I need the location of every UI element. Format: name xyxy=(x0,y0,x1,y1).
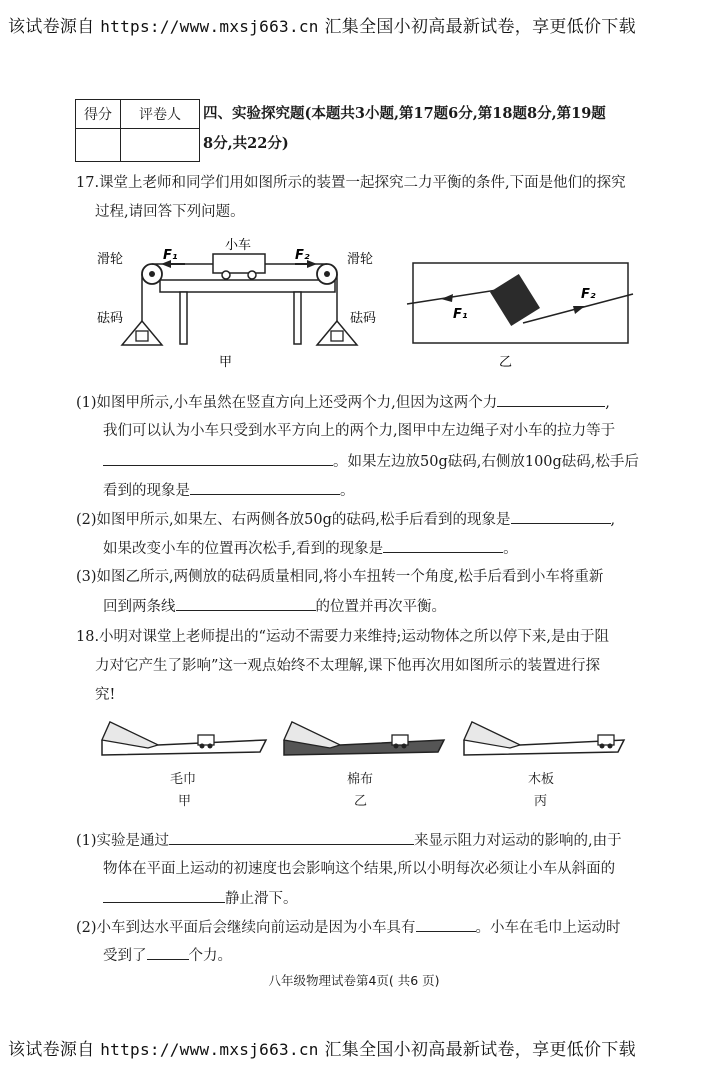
score-table xyxy=(75,99,200,162)
q17-part1-line2: 我们可以认为小车只受到水平方向上的两个力,图甲中左边绳子对小车的拉力等于 xyxy=(103,423,616,439)
answer-blank-17-1a[interactable] xyxy=(497,392,605,407)
q18-part1-line1: (1)实验是通过 来显示阻力对运动的影响的,由于 xyxy=(76,830,622,851)
q18-stem-line2: 力对它产生了影响”这一观点始终不太理解,课下他再次用如图所示的装置进行探 xyxy=(95,658,601,674)
figure-yi-card xyxy=(405,258,635,373)
label-pulley-right: 滑轮 xyxy=(347,252,374,267)
surface-label-cotton: 棉布 xyxy=(347,772,374,787)
answer-blank-18-2b[interactable] xyxy=(147,945,189,960)
answer-blank-17-3[interactable] xyxy=(176,596,316,611)
banner-prefix: 该试卷源自 xyxy=(8,1040,95,1060)
ramp-cotton xyxy=(282,715,452,765)
answer-blank-18-1a[interactable] xyxy=(169,830,414,845)
section-heading-line1: 四、实验探究题(本题共3小题,第17题6分,第18题8分,第19题 xyxy=(203,105,606,122)
q18-part2-line2: 受到了 个力。 xyxy=(103,945,232,966)
table-leg-left xyxy=(180,292,187,344)
answer-blank-17-1b[interactable] xyxy=(103,451,333,466)
label-pulley-left: 滑轮 xyxy=(97,252,124,267)
q17-part3-line1: (3)如图乙所示,两侧放的砝码质量相同,将小车扭转一个角度,松手后看到小车将重新 xyxy=(76,569,604,585)
banner-url[interactable]: https://www.mxsj663.cn xyxy=(100,1040,319,1059)
table-top xyxy=(160,280,335,292)
q17-part1-line1: (1)如图甲所示,小车虽然在竖直方向上还受两个力,但因为这两个力 , xyxy=(76,392,610,413)
caption-yi-17: 乙 xyxy=(499,355,513,370)
score-header: 得分 xyxy=(76,100,121,129)
label-cart: 小车 xyxy=(225,238,252,253)
banner-url[interactable]: https://www.mxsj663.cn xyxy=(100,17,319,36)
q17-part1-line4: 看到的现象是 。 xyxy=(103,480,355,501)
answer-blank-17-1c[interactable] xyxy=(190,480,340,495)
grader-header: 评卷人 xyxy=(121,100,200,129)
q18-part1-line3: 静止滑下。 xyxy=(103,888,298,909)
score-cell[interactable] xyxy=(76,129,121,162)
answer-blank-18-2a[interactable] xyxy=(416,917,476,932)
label-weight-right: 砝码 xyxy=(350,311,377,326)
source-banner-top xyxy=(8,12,636,37)
figure-jia-apparatus xyxy=(95,233,395,373)
label-f2-b: F₂ xyxy=(581,287,596,302)
surface-caption-bing: 丙 xyxy=(534,794,548,809)
q17-part1-line3: 。如果左边放50g砝码,右侧放100g砝码,松手后 xyxy=(103,451,639,472)
q18-part2-line1: (2)小车到达水平面后会继续向前运动是因为小车具有 。小车在毛巾上运动时 xyxy=(76,917,621,938)
caption-jia-17: 甲 xyxy=(219,355,233,370)
banner-suffix: 汇集全国小初高最新试卷，享更低价下载 xyxy=(324,1040,636,1060)
answer-blank-18-1b[interactable] xyxy=(103,888,225,903)
surface-label-wood: 木板 xyxy=(528,772,555,787)
label-f2-a: F₂ xyxy=(295,248,310,263)
surface-caption-jia: 甲 xyxy=(178,794,192,809)
source-banner-bottom xyxy=(8,1035,636,1060)
q17-part2-line1: (2)如图甲所示,如果左、右两侧各放50g的砝码,松手后看到的现象是 , xyxy=(76,509,615,530)
banner-suffix: 汇集全国小初高最新试卷，享更低价下载 xyxy=(324,17,636,37)
answer-blank-17-2b[interactable] xyxy=(383,538,503,553)
answer-blank-17-2a[interactable] xyxy=(511,509,611,524)
ramp-wood xyxy=(462,715,632,765)
label-f1-b: F₁ xyxy=(453,307,468,322)
cart xyxy=(213,254,265,273)
table-leg-right xyxy=(294,292,301,344)
label-f1-a: F₁ xyxy=(163,248,178,263)
page-footer: 八年级物理试卷第4页( 共6 页) xyxy=(268,973,440,988)
q17-part2-line2: 如果改变小车的位置再次松手,看到的现象是 。 xyxy=(103,538,518,559)
q17-stem-line2: 过程,请回答下列问题。 xyxy=(95,204,245,220)
banner-prefix: 该试卷源自 xyxy=(8,17,95,37)
ramp-towel xyxy=(100,715,275,765)
grader-cell[interactable] xyxy=(121,129,200,162)
q18-stem-line3: 究! xyxy=(95,687,116,703)
label-weight-left: 砝码 xyxy=(97,311,124,326)
surface-caption-yi: 乙 xyxy=(354,794,368,809)
q17-part3-line2: 回到两条线 的位置并再次平衡。 xyxy=(103,596,446,617)
section-heading-line2: 8分,共22分) xyxy=(203,135,289,152)
q18-stem-line1: 18.小明对课堂上老师提出的“运动不需要力来维持;运动物体之所以停下来,是由于阻 xyxy=(76,629,609,645)
surface-label-towel: 毛巾 xyxy=(170,772,197,787)
q17-stem-line1: 17.课堂上老师和同学们用如图所示的装置一起探究二力平衡的条件,下面是他们的探究 xyxy=(76,175,626,191)
q18-part1-line2: 物体在平面上运动的初速度也会影响这个结果,所以小明每次必须让小车从斜面的 xyxy=(103,861,616,877)
